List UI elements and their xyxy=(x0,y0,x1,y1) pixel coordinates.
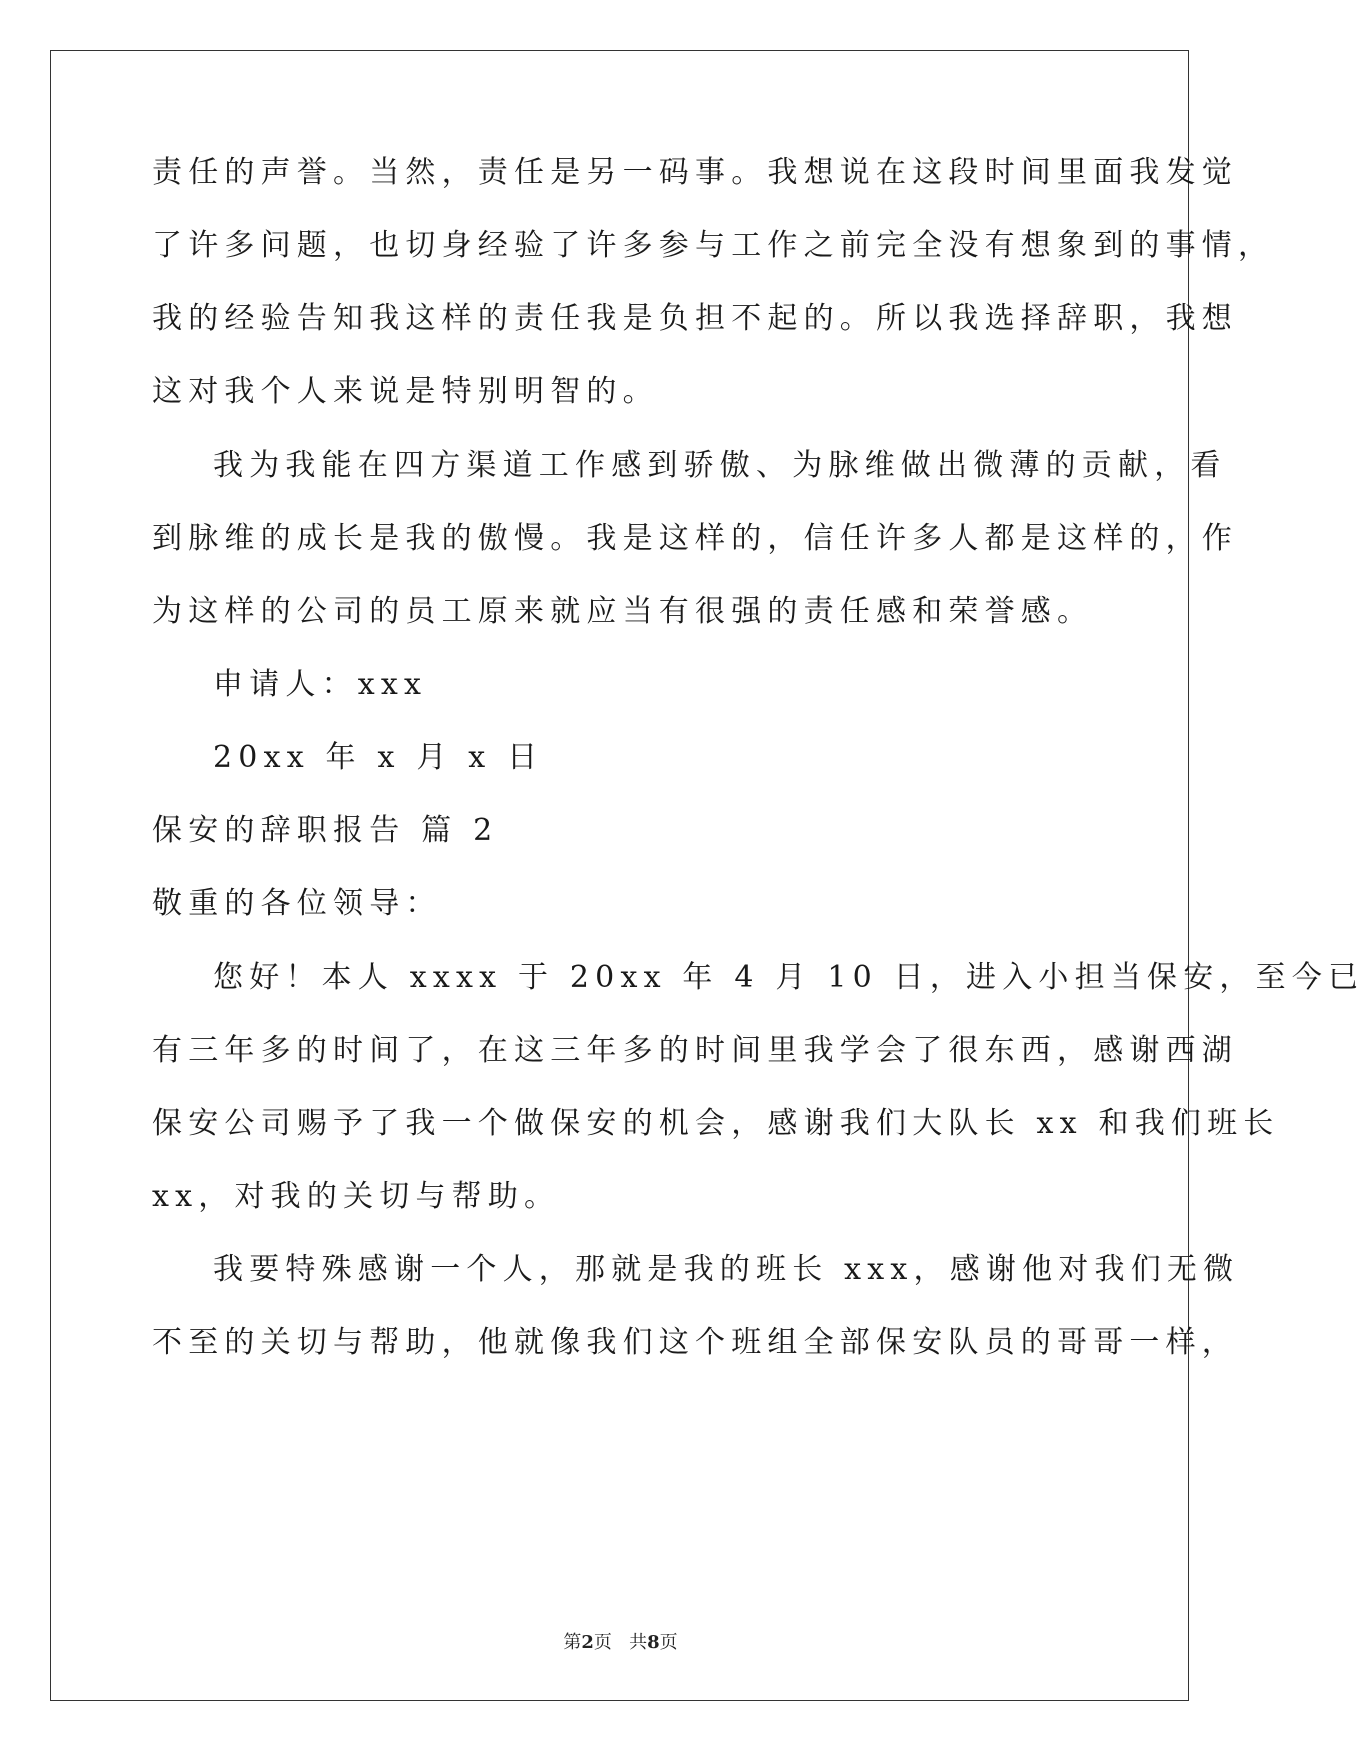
page-number-footer xyxy=(0,1631,1241,1655)
page-current: 2 xyxy=(581,1632,594,1653)
salutation: 敬重的各位领导： xyxy=(152,886,442,921)
total-prefix: 共 xyxy=(629,1632,648,1653)
section-heading: 保安的辞职报告 篇 2 xyxy=(152,813,499,848)
text-line: 您好！本人 xxxx 于 20xx 年 4 月 10 日，进入小担当保安，至今已 xyxy=(213,960,1364,995)
text-line: 责任的声誉。当然，责任是另一码事。我想说在这段时间里面我发觉 xyxy=(152,155,1238,190)
applicant-line: 申请人：xxx xyxy=(213,667,428,702)
text-line: 了许多问题，也切身经验了许多参与工作之前完全没有想象到的事情， xyxy=(152,228,1275,263)
text-line: 有三年多的时间了，在这三年多的时间里我学会了很东西，感谢西湖 xyxy=(152,1033,1238,1068)
date-line: 20xx 年 x 月 x 日 xyxy=(213,740,544,775)
text-line: 我要特殊感谢一个人，那就是我的班长 xxx，感谢他对我们无微 xyxy=(213,1252,1240,1287)
page-unit: 页 xyxy=(593,1632,612,1653)
page-total: 8 xyxy=(647,1632,660,1653)
page-prefix: 第 xyxy=(563,1632,582,1653)
text-line: xx，对我的关切与帮助。 xyxy=(152,1179,561,1214)
text-line: 保安公司赐予了我一个做保安的机会，感谢我们大队长 xx 和我们班长 xyxy=(152,1106,1280,1141)
text-line: 这对我个人来说是特别明智的。 xyxy=(152,374,659,409)
text-line: 不至的关切与帮助，他就像我们这个班组全部保安队员的哥哥一样， xyxy=(152,1325,1238,1360)
total-unit: 页 xyxy=(659,1632,678,1653)
text-line: 我的经验告知我这样的责任我是负担不起的。所以我选择辞职，我想 xyxy=(152,301,1238,336)
text-line: 到脉维的成长是我的傲慢。我是这样的，信任许多人都是这样的，作 xyxy=(152,521,1238,556)
text-line: 为这样的公司的员工原来就应当有很强的责任感和荣誉感。 xyxy=(152,594,1094,629)
text-line: 我为我能在四方渠道工作感到骄傲、为脉维做出微薄的贡献，看 xyxy=(213,448,1227,483)
page-border xyxy=(50,50,1189,1701)
